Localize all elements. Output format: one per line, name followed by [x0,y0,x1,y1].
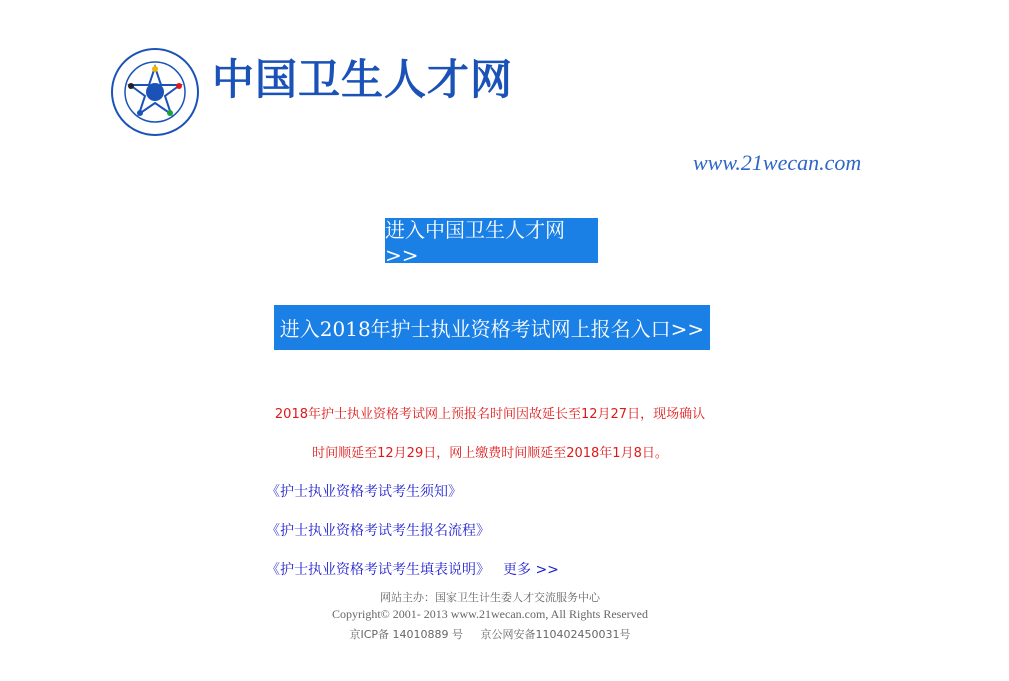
site-url: www.21wecan.com [693,150,862,175]
site-logo [110,47,200,137]
footer-copyright: Copyright© 2001- 2013 www.21wecan.com, All Rights Reserved [332,607,648,621]
enter-site-button[interactable]: 进入中国卫生人才网>> [385,218,598,263]
form-instructions-link[interactable]: 《护士执业资格考试考生填表说明》 [266,562,490,578]
registration-process-link[interactable]: 《护士执业资格考试考生报名流程》 [266,523,490,539]
footer-icp: 京ICP备 14010889 号 [349,628,464,641]
more-link[interactable]: 更多 >> [503,562,559,578]
enter-exam-registration-button[interactable]: 进入2018年护士执业资格考试网上报名入口>> [274,305,710,350]
site-header [0,0,1009,200]
notice-line-1: 2018年护士执业资格考试网上预报名时间因故延长至12月27日，现场确认 [274,407,706,422]
site-title: 中国卫生人才网 [212,55,514,104]
footer-host: 网站主办：国家卫生计生委人才交流服务中心 [380,591,600,604]
candidate-notice-link[interactable]: 《护士执业资格考试考生须知》 [266,484,462,500]
footer-registration [290,626,690,642]
footer-police-record: 京公网安备110402450031号 [480,628,631,641]
notice-line-2: 时间顺延至12月29日，网上缴费时间顺延至2018年1月8日。 [312,446,668,461]
